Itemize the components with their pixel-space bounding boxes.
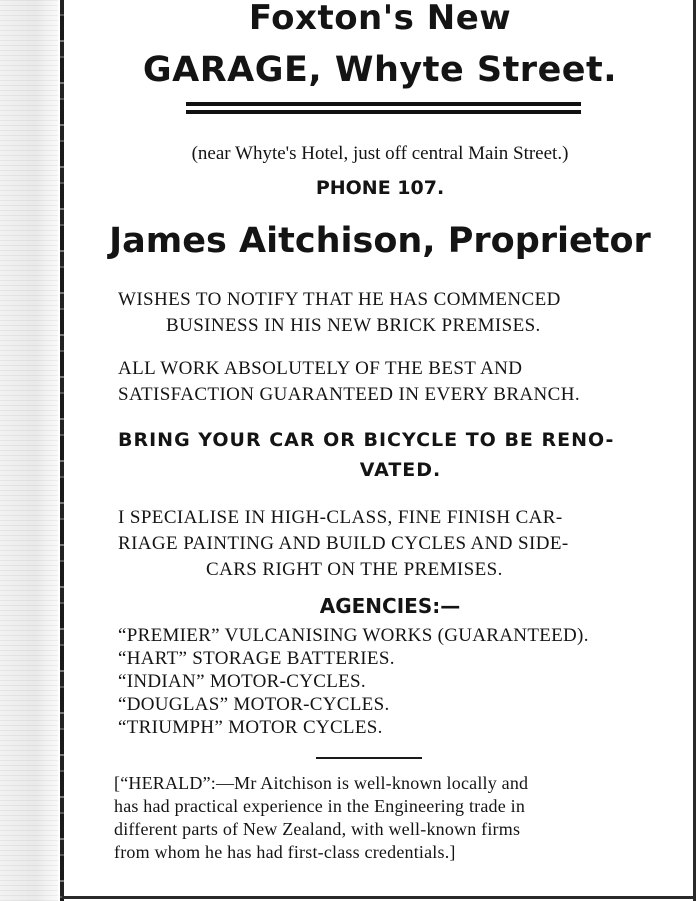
agencies-heading: AGENCIES:— (319, 594, 461, 618)
text-line: different parts of New Zealand, with well-known firms (114, 819, 521, 839)
notice-paragraph (118, 287, 643, 339)
guarantee-paragraph (118, 356, 643, 408)
text-line: has had practical experience in the Engineering trade in (114, 796, 526, 816)
renovate-paragraph (118, 425, 643, 485)
heading-double-rule (186, 102, 581, 116)
text-line: BUSINESS IN HIS NEW BRICK PREMISES. (166, 315, 541, 336)
list-item: “HART” STORAGE BATTERIES. (118, 648, 395, 669)
column-rule-bottom (62, 896, 696, 899)
proprietor-name: James Aitchison, Proprietor (109, 221, 651, 261)
text-line: CARS RIGHT ON THE PREMISES. (206, 559, 503, 580)
ad-heading-title: Foxton's New (248, 0, 512, 38)
ad-heading-subtitle: GARAGE, Whyte Street. (142, 50, 618, 90)
text-line: ALL WORK ABSOLUTELY OF THE BEST AND (118, 358, 523, 379)
phone-line: PHONE 107. (315, 177, 445, 199)
text-line: [“HERALD”:—Mr Aitchison is well-known locally and (114, 773, 529, 793)
rule-line (186, 102, 581, 106)
list-item: “PREMIER” VULCANISING WORKS (GUARANTEED). (118, 625, 589, 646)
address-line: (near Whyte's Hotel, just off central Main Street.) (191, 143, 569, 164)
list-item: “INDIAN” MOTOR-CYCLES. (118, 671, 366, 692)
page-margin-scan (0, 0, 58, 901)
text-line: from whom he has had first-class credentials.] (114, 842, 456, 862)
text-line: WISHES TO NOTIFY THAT HE HAS COMMENCED (118, 289, 561, 310)
column-rule-right (693, 0, 696, 901)
section-divider (316, 757, 422, 759)
text-line: RIAGE PAINTING AND BUILD CYCLES AND SIDE- (118, 533, 569, 554)
list-item: “DOUGLAS” MOTOR-CYCLES. (118, 694, 390, 715)
text-line: VATED. (359, 459, 442, 481)
list-item: “TRIUMPH” MOTOR CYCLES. (118, 717, 383, 738)
text-line: I SPECIALISE IN HIGH-CLASS, FINE FINISH CAR- (118, 507, 563, 528)
text-line: SATISFACTION GUARANTEED IN EVERY BRANCH. (118, 384, 580, 405)
rule-line (186, 110, 581, 114)
specialise-paragraph (118, 505, 643, 583)
column-rule-left (60, 0, 64, 901)
herald-note (114, 772, 654, 864)
text-line: BRING YOUR CAR OR BICYCLE TO BE RENO- (118, 429, 615, 451)
agencies-list (118, 624, 678, 739)
